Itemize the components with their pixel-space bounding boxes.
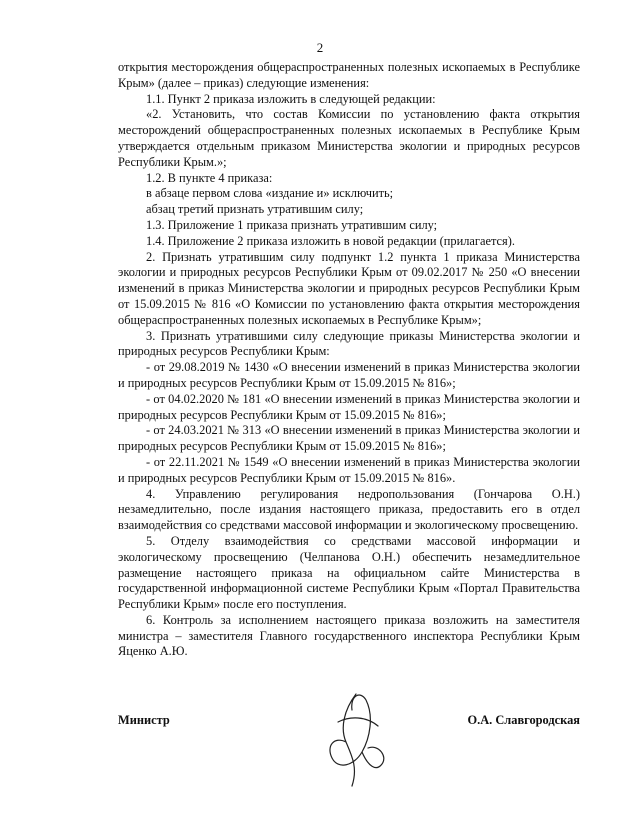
paragraph-1-2: 1.2. В пункте 4 приказа: xyxy=(146,170,273,185)
signer-title: Министр xyxy=(118,713,170,727)
paragraph-5: 5. Отделу взаимодействия со средствами массовой информации и экологическому просвещению (Челпанова О.Н.) обеспечить незамедлительное размещение настоящего приказа на официальном сайте Министерства в государственной информационной системе Республики Крым «Портал Правительства Республики Крым» после его поступления. xyxy=(118,533,580,612)
paragraph-6: 6. Контроль за исполнением настоящего приказа возложить на заместителя министра – заместителя Главного государственного инспектора Республики Крым Яценко А.Ю. xyxy=(118,612,580,659)
list-item-order-1549: - от 22.11.2021 № 1549 «О внесении изменений в приказ Министерства экологии и природных ресурсов Республики Крым от 15.09.2015 № 816». xyxy=(118,454,580,485)
paragraph-quoted-item-2: «2. Установить, что состав Комиссии по установлению факта открытия месторождений общераспространенных полезных ископаемых в Республике Крым утверждается отдельным приказом Министерства экологии и природных ресурсов Республики Крым.»; xyxy=(118,107,580,169)
paragraph-1-3: 1.3. Приложение 1 приказа признать утратившим силу; xyxy=(146,217,438,232)
paragraph-1-2-a: в абзаце первом слова «издание и» исключить; xyxy=(146,186,394,201)
page-number: 2 xyxy=(316,40,324,55)
list-item-order-181: - от 04.02.2020 № 181 «О внесении изменений в приказ Министерства экологии и природных ресурсов Республики Крым от 15.09.2015 № 816»; xyxy=(118,391,580,422)
list-item-order-1430: - от 29.08.2019 № 1430 «О внесении изменений в приказ Министерства экологии и природных ресурсов Республики Крым от 15.09.2015 № 816»; xyxy=(118,360,580,390)
document-body xyxy=(118,60,580,660)
paragraph-continuation: открытия месторождения общераспространенных полезных ископаемых в Республике Крым» (далее – приказ) следующие изменения: xyxy=(118,60,580,90)
paragraph-3: 3. Признать утратившими силу следующие приказы Министерства экологии и природных ресурсов Республики Крым: xyxy=(118,328,580,359)
list-item-order-313: - от 24.03.2021 № 313 «О внесении изменений в приказ Министерства экологии и природных ресурсов Республики Крым от 15.09.2015 № 816»; xyxy=(118,423,580,454)
paragraph-2: 2. Признать утратившим силу подпункт 1.2 пункта 1 приказа Министерства экологии и природных ресурсов Республики Крым от 09.02.2017 № 250 «О внесении изменений в приказ Министерства экологии и природных ресурсов Республики Крым от 15.09.2015 № 816 «О Комиссии по установлению факта открытия месторождения общераспространенных полезных ископаемых в Республике Крым»; xyxy=(118,249,580,327)
handwritten-signature xyxy=(316,686,394,796)
paragraph-4: 4. Управлению регулирования недропользования (Гончарова О.Н.) незамедлительно, после издания настоящего приказа, предоставить его в отдел взаимодействия со средствами массовой информации и экологическому просвещению. xyxy=(118,486,580,533)
paragraph-1-1: 1.1. Пункт 2 приказа изложить в следующей редакции: xyxy=(146,91,436,106)
paragraph-1-4: 1.4. Приложение 2 приказа изложить в новой редакции (прилагается). xyxy=(146,233,515,248)
signature-block xyxy=(118,700,580,790)
signer-name: О.А. Славгородская xyxy=(467,713,580,727)
paragraph-1-2-b: абзац третий признать утратившим силу; xyxy=(146,202,364,217)
